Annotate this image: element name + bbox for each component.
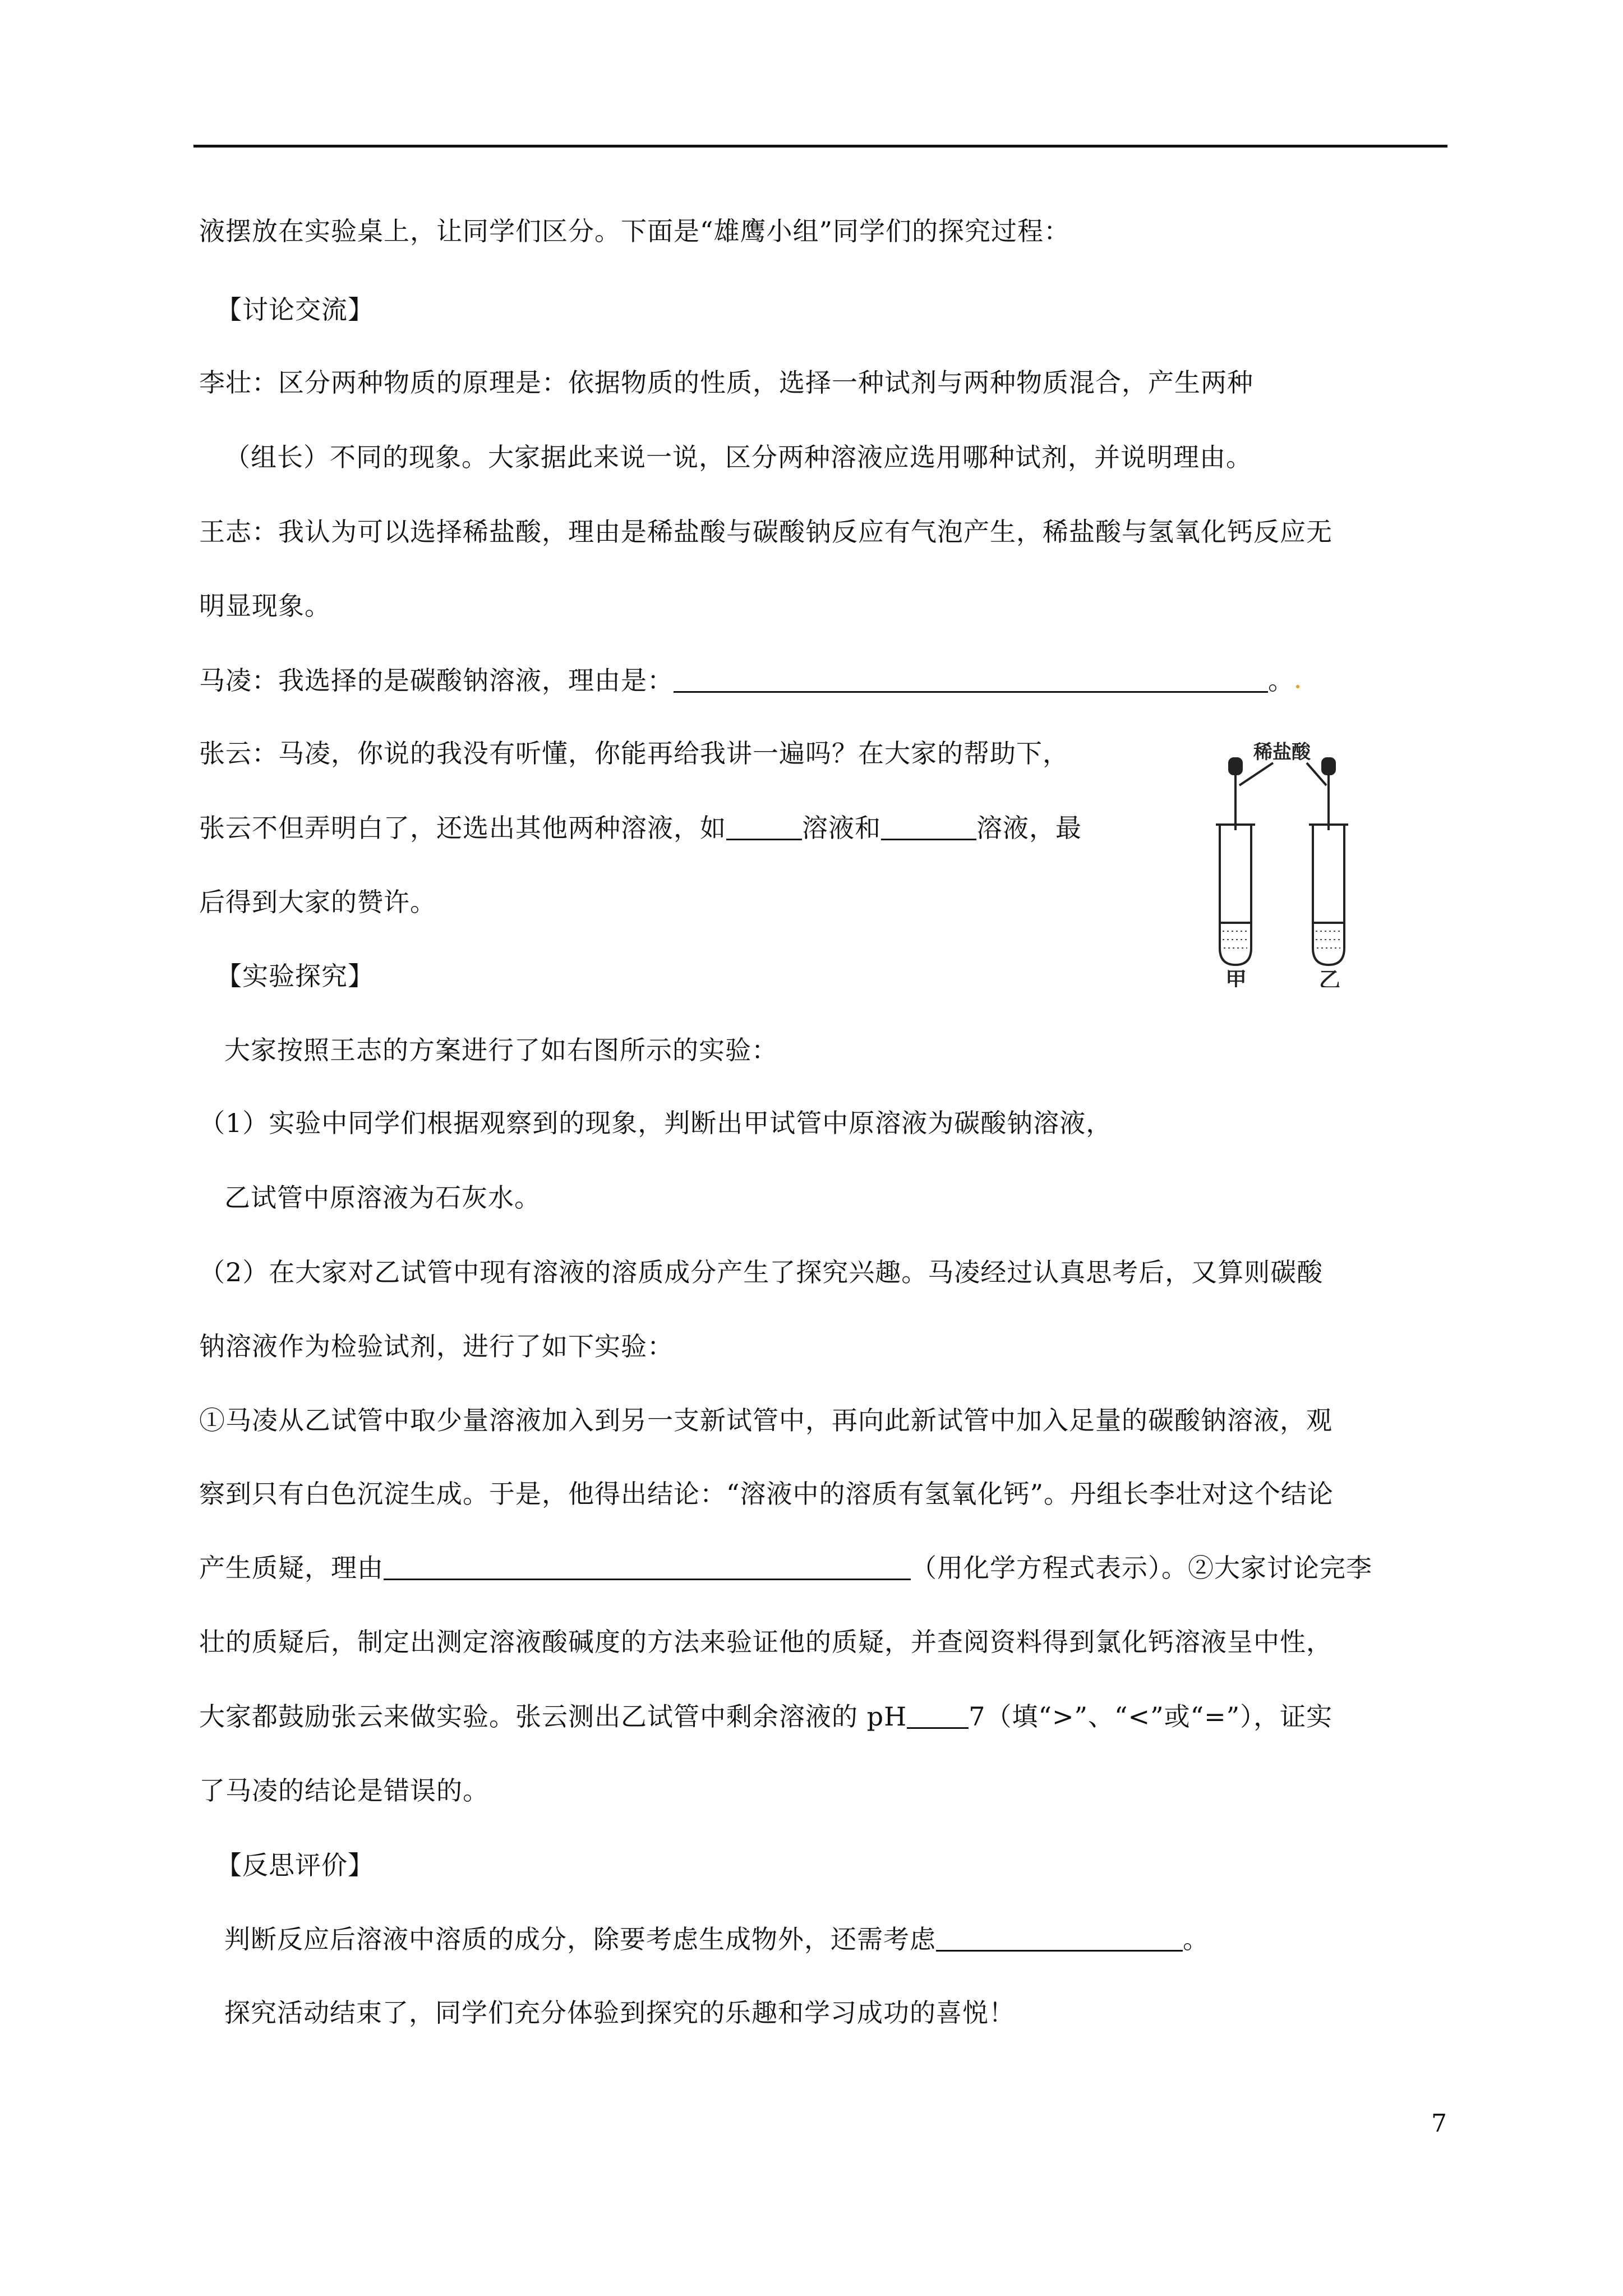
page-number: 7	[1431, 2109, 1447, 2138]
text-line	[224, 1922, 1209, 1956]
answer-blank[interactable]	[726, 814, 802, 840]
text-line	[199, 1551, 1372, 1585]
text-line: 后得到大家的赞许。	[199, 887, 436, 917]
text-fragment: 产生质疑，理由	[199, 1553, 384, 1583]
text-line: ①马凌从乙试管中取少量溶液加入到另一支新试管中，再向此新试管中加入足量的碳酸钠溶液，观	[199, 1405, 1332, 1435]
test-tube-figure	[1200, 729, 1413, 987]
section-heading-discussion: 【讨论交流】	[216, 295, 374, 325]
text-line: （1）实验中同学们根据观察到的现象，判断出甲试管中原溶液为碳酸钠溶液，	[199, 1108, 1113, 1138]
text-line: 察到只有白色沉淀生成。于是，他得出结论：“溶液中的溶质有氢氧化钙”。丹组长李壮对这个结论	[199, 1479, 1334, 1509]
text-fragment: 大家都鼓励张云来做实验。张云测出乙试管中剩余溶液的 pH	[199, 1701, 907, 1732]
text-line: 了马凌的结论是错误的。	[199, 1775, 489, 1806]
test-tube-right	[1313, 825, 1344, 965]
text-fragment: 。	[1268, 665, 1294, 696]
text-fragment: 张云不但弄明白了，还选出其他两种溶液，如	[199, 813, 726, 843]
text-fragment: 马凌：我选择的是碳酸钠溶液，理由是：	[199, 665, 674, 696]
text-line: 壮的质疑后，制定出测定溶液酸碱度的方法来验证他的质疑，并查阅资料得到氯化钙溶液呈中性，	[199, 1627, 1332, 1657]
text-fragment: 溶液和	[802, 813, 881, 843]
text-line: 李壮：区分两种物质的原理是：依据物质的性质，选择一种试剂与两种物质混合，产生两种	[199, 367, 1253, 398]
text-fragment: 溶液，最	[976, 813, 1082, 843]
text-line: 大家按照王志的方案进行了如右图所示的实验：	[224, 1035, 778, 1065]
label-pointer-left	[1239, 763, 1273, 785]
header-rule	[193, 145, 1447, 148]
text-fragment: 判断反应后溶液中溶质的成分，除要考虑生成物外，还需考虑	[224, 1924, 936, 1954]
text-line: （组长）不同的现象。大家据此来说一说，区分两种溶液应选用哪种试剂，并说明理由。	[224, 442, 1252, 472]
text-line	[199, 664, 1301, 697]
text-line: 探究活动结束了，同学们充分体验到探究的乐趣和学习成功的喜悦！	[224, 1998, 1015, 2028]
text-line: （2）在大家对乙试管中现有溶液的溶质成分产生了探究兴趣。马凌经过认真思考后，又算则碳酸	[199, 1257, 1324, 1287]
text-line: 钠溶液作为检验试剂，进行了如下实验：	[199, 1331, 674, 1361]
text-line: 王志：我认为可以选择稀盐酸，理由是稀盐酸与碳酸钠反应有气泡产生，稀盐酸与氢氧化钙反应无	[199, 517, 1332, 547]
section-heading-experiment: 【实验探究】	[216, 961, 374, 991]
answer-blank[interactable]	[907, 1703, 969, 1729]
answer-blank[interactable]	[384, 1554, 911, 1580]
section-heading-reflection: 【反思评价】	[216, 1850, 374, 1880]
text-fragment: （用化学方程式表示）。②大家讨论完李	[911, 1553, 1372, 1583]
tube-label-right: 乙	[1319, 969, 1341, 987]
text-line: 乙试管中原溶液为石灰水。	[224, 1182, 541, 1213]
dropper-bulb-right	[1322, 758, 1335, 774]
dropper-bulb-left	[1229, 758, 1242, 774]
scan-speck	[1296, 685, 1299, 688]
reagent-label: 稀盐酸	[1253, 742, 1311, 763]
text-fragment: 。	[1183, 1924, 1209, 1954]
text-line: 张云：马凌，你说的我没有听懂，你能再给我讲一遍吗？在大家的帮助下，	[199, 738, 1069, 769]
tube-label-left: 甲	[1225, 969, 1247, 987]
answer-blank[interactable]	[674, 666, 1268, 693]
test-tube-left	[1220, 825, 1251, 965]
text-fragment: 7（填“>”、“<”或“=”），证实	[969, 1701, 1333, 1732]
text-line	[199, 1700, 1332, 1733]
text-line	[199, 811, 1082, 845]
answer-blank[interactable]	[936, 1925, 1183, 1952]
text-line: 明显现象。	[199, 591, 331, 621]
text-line: 液摆放在实验桌上，让同学们区分。下面是“雄鹰小组”同学们的探究过程：	[199, 216, 1071, 246]
answer-blank[interactable]	[881, 814, 976, 840]
test-tube-diagram	[1200, 729, 1413, 987]
